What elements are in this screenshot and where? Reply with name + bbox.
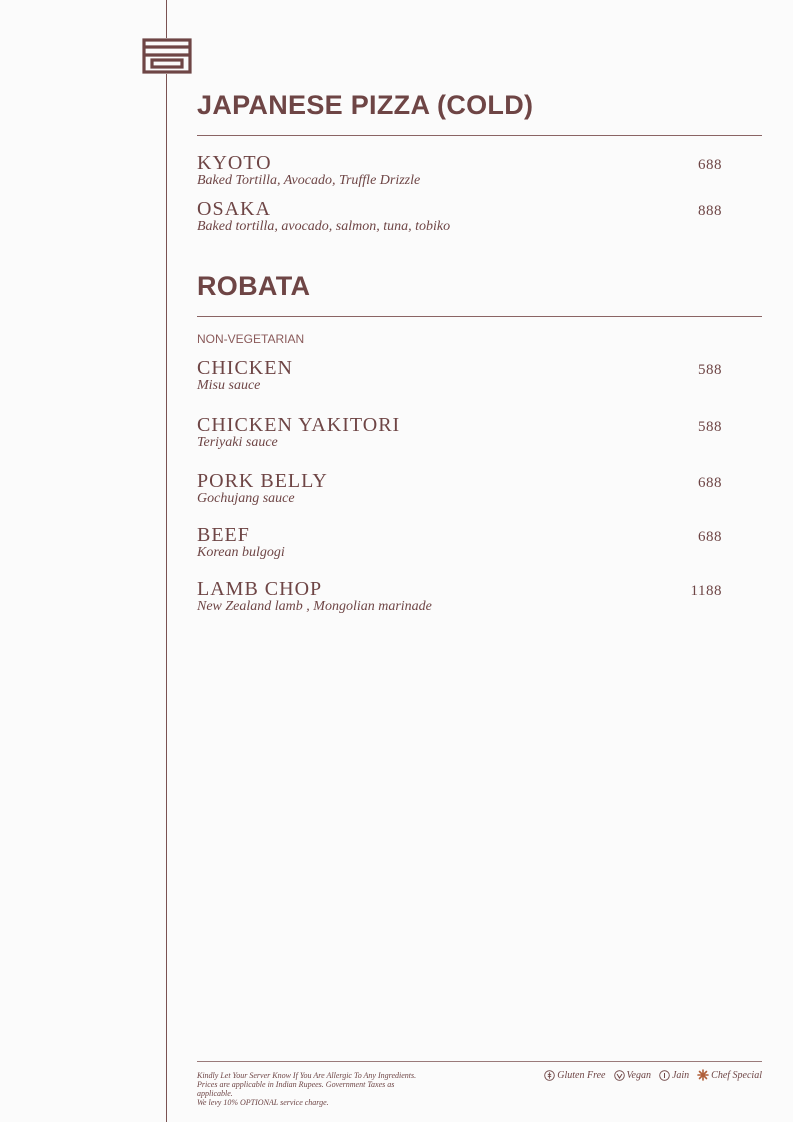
section-title-japanese-pizza: JAPANESE PIZZA (COLD): [197, 90, 534, 120]
item-name: CHICKEN: [197, 357, 293, 379]
item-description: Korean bulgogi: [197, 545, 285, 560]
item-price: 688: [698, 157, 722, 173]
legend-gluten-free: [544, 1070, 605, 1081]
pricing-note: Prices are applicable in Indian Rupees. Government Taxes as: [197, 1080, 395, 1089]
item-description: Baked tortilla, avocado, salmon, tuna, tobiko: [197, 219, 451, 234]
item-price: 1188: [690, 583, 722, 599]
item-price: 688: [698, 529, 722, 545]
legend-label: Chef Special: [711, 1069, 762, 1081]
item-name: BEEF: [197, 524, 250, 546]
vegan-icon: [614, 1070, 625, 1081]
restaurant-logo-icon: [142, 38, 192, 74]
category-subheading: NON-VEGETARIAN: [197, 332, 305, 346]
menu-item: [197, 471, 722, 507]
menu-item: [197, 199, 722, 235]
legend-vegan: [614, 1070, 651, 1081]
legend-chef-special: [697, 1069, 762, 1081]
item-description: Teriyaki sauce: [197, 435, 278, 450]
item-description: New Zealand lamb , Mongolian marinade: [197, 599, 432, 614]
chef-special-icon: [697, 1069, 709, 1081]
pricing-note-cont: applicable.: [197, 1089, 233, 1098]
legend-jain: [659, 1070, 689, 1081]
page-margin-line: [166, 0, 167, 1122]
section-divider: [197, 135, 762, 136]
menu-item: [197, 579, 722, 615]
item-description: Misu sauce: [197, 378, 261, 393]
dietary-legend: [540, 1069, 762, 1081]
menu-item: [197, 153, 722, 189]
footer-notes: [197, 1071, 437, 1107]
item-description: Baked Tortilla, Avocado, Truffle Drizzle: [197, 173, 421, 188]
item-price: 588: [698, 362, 722, 378]
footer-divider: [197, 1061, 762, 1062]
menu-item: [197, 415, 722, 451]
allergy-note: Kindly Let Your Server Know If You Are Allergic To Any Ingredients.: [197, 1071, 417, 1080]
menu-item: [197, 525, 722, 561]
item-price: 588: [698, 419, 722, 435]
item-price: 688: [698, 475, 722, 491]
legend-label: Jain: [671, 1069, 690, 1081]
jain-icon: [659, 1070, 670, 1081]
item-name: OSAKA: [197, 198, 271, 220]
item-name: KYOTO: [197, 152, 272, 174]
menu-item: [197, 358, 722, 394]
section-title-robata: ROBATA: [197, 271, 311, 301]
section-divider: [197, 316, 762, 317]
service-charge-note: We levy 10% OPTIONAL service charge.: [197, 1098, 329, 1107]
gluten-free-icon: [544, 1070, 555, 1081]
item-price: 888: [698, 203, 722, 219]
item-name: LAMB CHOP: [197, 578, 323, 600]
legend-label: Gluten Free: [557, 1069, 606, 1081]
item-description: Gochujang sauce: [197, 491, 295, 506]
legend-label: Vegan: [626, 1069, 651, 1081]
item-name: CHICKEN YAKITORI: [197, 414, 401, 436]
item-name: PORK BELLY: [197, 470, 328, 492]
